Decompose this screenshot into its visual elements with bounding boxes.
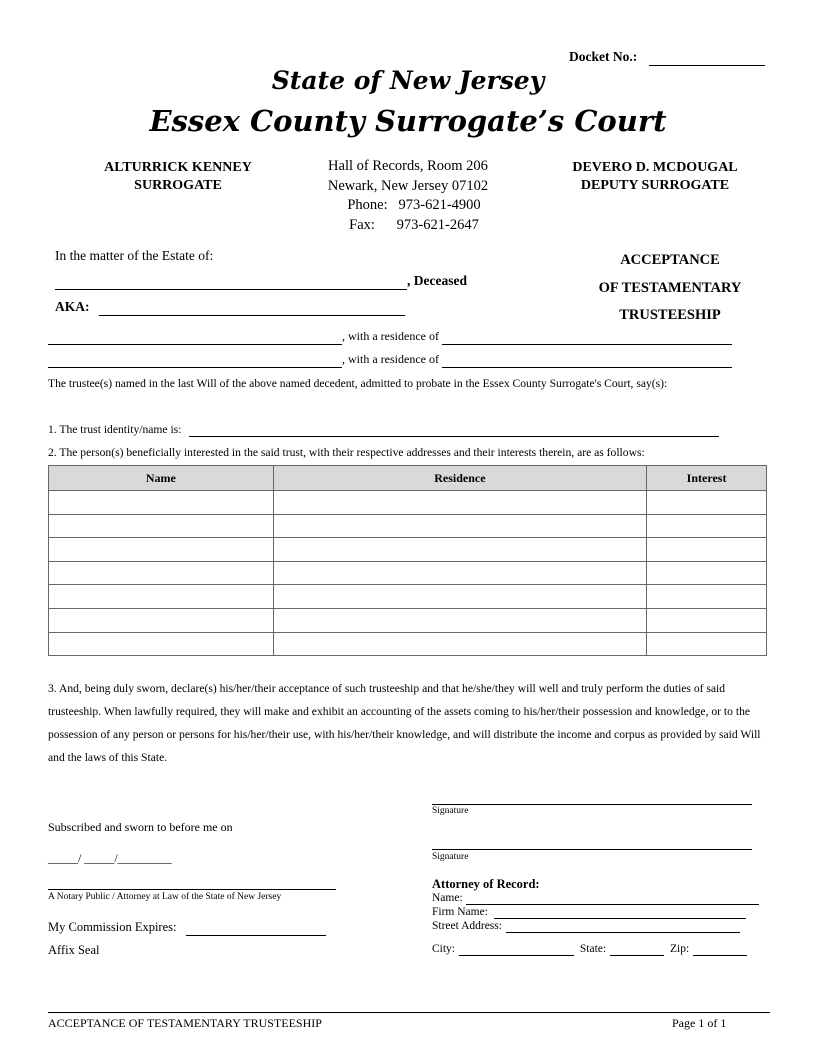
firm-name-line — [432, 906, 746, 919]
city-label: City: — [432, 943, 456, 955]
name-cell[interactable] — [49, 585, 274, 609]
interest-cell[interactable] — [647, 632, 767, 656]
signature-line-1[interactable] — [432, 804, 752, 805]
residence-cell[interactable] — [273, 514, 646, 538]
fax-number: 973-621-2647 — [396, 216, 479, 233]
phone-number: 973-621-4900 — [398, 197, 481, 213]
phone-line — [306, 196, 510, 216]
state-title: State of New Jersey — [271, 66, 545, 95]
interest-cell[interactable] — [647, 561, 767, 585]
trustee-line-1 — [48, 329, 732, 345]
column-header-interest: Interest — [647, 466, 767, 491]
table-row — [49, 514, 767, 538]
sworn-date-blank[interactable]: _____/ _____/_________ — [48, 851, 172, 865]
residence-cell[interactable] — [273, 585, 646, 609]
trustee-residence-input-1[interactable] — [442, 329, 732, 345]
notary-label: A Notary Public / Attorney at Law of the State of New Jersey — [48, 892, 282, 902]
attorney-name-line — [432, 892, 759, 905]
trustee-name-input-1[interactable] — [48, 329, 342, 345]
court-title: Essex County Surrogate’s Court — [149, 104, 667, 138]
signature-label-1: Signature — [432, 806, 469, 816]
name-cell[interactable] — [49, 608, 274, 632]
interest-cell[interactable] — [647, 608, 767, 632]
trustee-line-2 — [48, 352, 732, 368]
zip-input[interactable] — [693, 943, 747, 956]
form-title-line-2: OF TESTAMENTARY — [598, 279, 742, 296]
interest-cell[interactable] — [647, 585, 767, 609]
table-row — [49, 585, 767, 609]
deputy-name: DEVERO D. MCDOUGAL — [572, 160, 738, 175]
residence-cell[interactable] — [273, 491, 646, 515]
item-1-label: 1. The trust identity/name is: — [48, 423, 182, 436]
residence-cell[interactable] — [273, 632, 646, 656]
name-cell[interactable] — [49, 491, 274, 515]
beneficiaries-table — [48, 465, 767, 656]
residence-cell[interactable] — [273, 538, 646, 562]
street-address-input[interactable] — [506, 920, 740, 933]
signature-line-2[interactable] — [432, 849, 752, 850]
table-row — [49, 491, 767, 515]
residence-label-1: , with a residence of — [342, 329, 439, 343]
firm-name-input[interactable] — [494, 906, 746, 919]
docket-number-input[interactable] — [649, 49, 765, 66]
footer-title: ACCEPTANCE OF TESTAMENTARY TRUSTEESHIP — [48, 1016, 322, 1030]
notary-signature-line[interactable] — [48, 889, 336, 890]
table-row — [49, 608, 767, 632]
deputy-block — [545, 159, 765, 195]
fax-line — [306, 216, 510, 236]
deputy-title: DEPUTY SURROGATE — [580, 178, 730, 193]
docket-label: Docket No.: — [569, 49, 638, 64]
name-cell[interactable] — [49, 561, 274, 585]
surrogate-title: SURROGATE — [134, 178, 222, 193]
attorney-heading: Attorney of Record: — [432, 877, 540, 891]
residence-cell[interactable] — [273, 561, 646, 585]
city-input[interactable] — [459, 943, 574, 956]
fax-label: Fax: — [349, 216, 375, 233]
name-cell[interactable] — [49, 538, 274, 562]
item-1-line — [48, 423, 719, 437]
form-title-line-3: TRUSTEESHIP — [619, 307, 721, 323]
address-line-2: Newark, New Jersey 07102 — [327, 177, 489, 194]
trust-name-input[interactable] — [189, 423, 719, 437]
residence-label-2: , with a residence of — [342, 352, 439, 366]
docket-number-field — [569, 49, 765, 66]
residence-cell[interactable] — [273, 608, 646, 632]
table-header-row — [49, 466, 767, 491]
item-3-text: 3. And, being duly sworn, declare(s) his/her/their acceptance of such trusteeship and that he/she/they will well and truly perform the duties of said trusteeship. When lawfully required, they will make and exhibit an accounting of the assets coming to his/her/their possession and knowledge, or to the possession of any person or persons for his/her/their use, with his/her/their knowledge, and will distribute the income and corpus as provided by said Will and the laws of this State. — [48, 682, 761, 764]
city-state-zip-line — [432, 943, 747, 956]
street-address-line — [432, 920, 740, 933]
table-row — [49, 561, 767, 585]
aka-line — [55, 299, 405, 316]
firm-name-label: Firm Name: — [432, 906, 488, 918]
deceased-line — [55, 273, 467, 290]
street-address-label: Street Address: — [432, 920, 502, 932]
zip-label: Zip: — [669, 943, 690, 955]
phone-label: Phone: — [347, 197, 388, 213]
form-title — [560, 247, 780, 330]
form-title-line-1: ACCEPTANCE — [620, 252, 720, 268]
column-header-residence: Residence — [273, 466, 646, 491]
decedent-name-input[interactable] — [55, 273, 407, 290]
aka-label: AKA: — [55, 299, 90, 314]
attorney-name-input[interactable] — [466, 892, 759, 905]
attorney-name-label: Name: — [432, 892, 463, 904]
state-label: State: — [579, 943, 607, 955]
commission-line — [48, 920, 326, 936]
intro-text: The trustee(s) named in the last Will of the above named decedent, admitted to probate in the Essex County Surrogate's Court, say(s): — [48, 377, 668, 390]
table-row — [49, 632, 767, 656]
name-cell[interactable] — [49, 514, 274, 538]
estate-label: In the matter of the Estate of: — [55, 248, 214, 263]
item-2-text: 2. The person(s) beneficially interested in the said trust, with their respective addresses and their interests therein, are as follows: — [48, 446, 645, 459]
sworn-label: Subscribed and sworn to before me on — [48, 820, 233, 834]
address-line-1: Hall of Records, Room 206 — [328, 158, 488, 174]
court-address-block — [306, 157, 510, 235]
state-input[interactable] — [610, 943, 664, 956]
aka-input[interactable] — [99, 299, 405, 316]
surrogate-name: ALTURRICK KENNEY — [104, 160, 252, 175]
trustee-residence-input-2[interactable] — [442, 352, 732, 368]
footer-divider — [48, 1012, 770, 1013]
trustee-name-input-2[interactable] — [48, 352, 342, 368]
interest-cell[interactable] — [647, 538, 767, 562]
table-row — [49, 538, 767, 562]
signature-label-2: Signature — [432, 852, 469, 862]
column-header-name: Name — [49, 466, 274, 491]
affix-seal-label: Affix Seal — [48, 943, 100, 957]
surrogate-block — [78, 159, 278, 195]
commission-label: My Commission Expires: — [48, 920, 177, 934]
deceased-label: , Deceased — [407, 273, 467, 288]
interest-cell[interactable] — [647, 491, 767, 515]
page-number: Page 1 of 1 — [672, 1016, 727, 1030]
name-cell[interactable] — [49, 632, 274, 656]
commission-expires-input[interactable] — [186, 920, 326, 936]
interest-cell[interactable] — [647, 514, 767, 538]
